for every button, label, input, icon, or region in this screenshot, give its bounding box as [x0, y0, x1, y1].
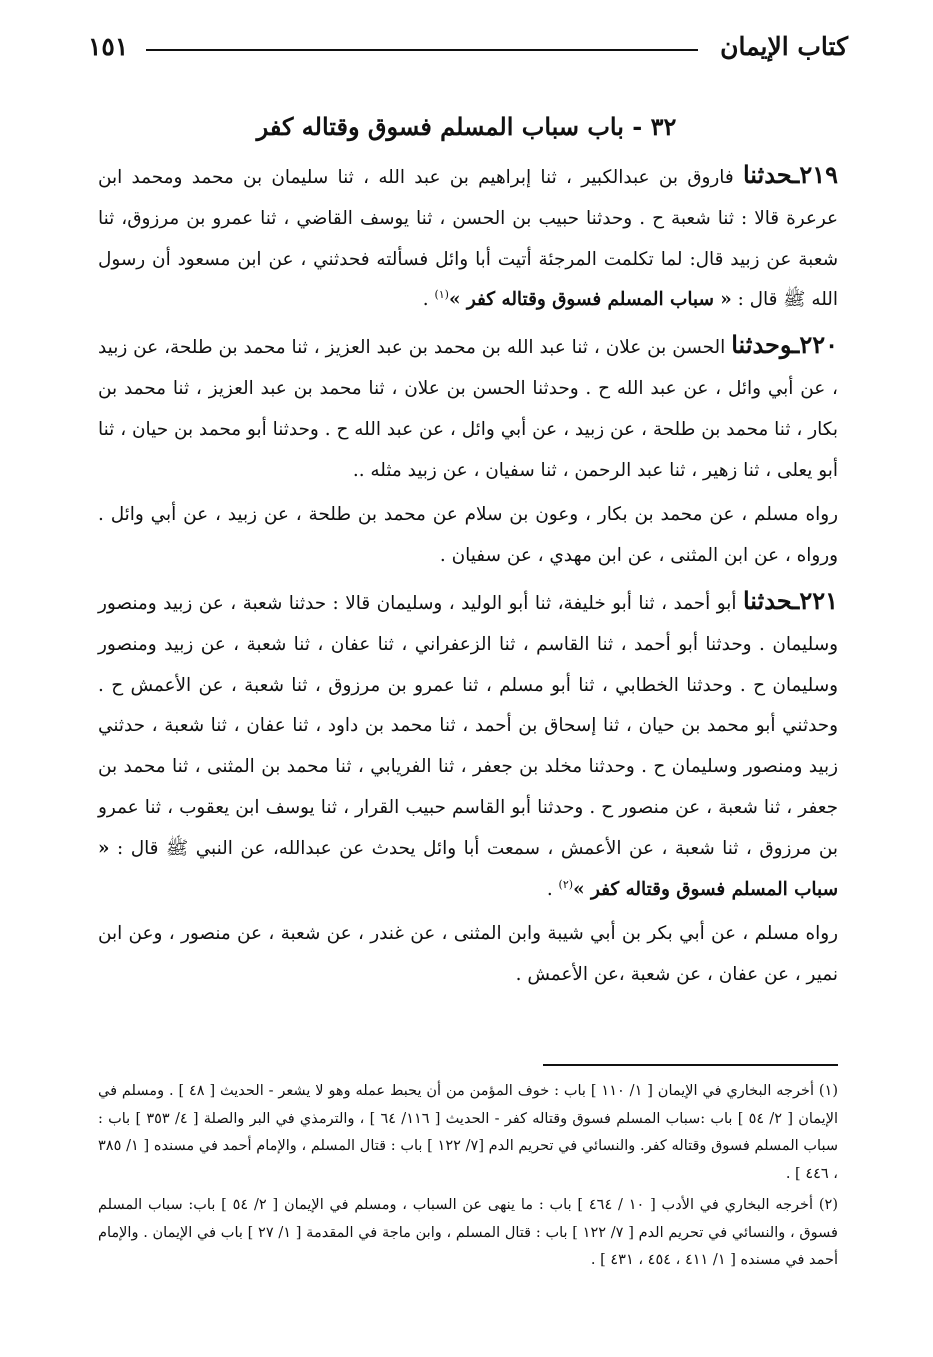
header-rule	[146, 49, 698, 51]
book-title: كتاب الإيمان	[720, 32, 848, 61]
hadith-end: .	[546, 878, 559, 900]
hadith-219	[98, 155, 838, 321]
hadith-221	[98, 581, 838, 910]
hadith-end: .	[422, 289, 435, 311]
footnote-rule	[543, 1064, 838, 1066]
narration-note	[98, 914, 838, 996]
page-number: ١٥١	[88, 32, 129, 61]
hadith-quote: « سباب المسلم فسوق وقتاله كفر »	[448, 289, 732, 311]
body-text	[98, 155, 838, 996]
page-header	[88, 30, 848, 70]
narration-note	[98, 495, 838, 577]
hadith-text: الحسن بن علان ، ثنا عبد الله بن محمد بن عبد العزيز ، ثنا محمد بن طلحة، عن زبيد ، عن أبي وائل ، عن عبد الله ح . وحدثنا الحسن بن علان ، ثنا محمد بن عبد العزيز ، ثنا محمد بن بكار ، ثنا محمد بن طلحة ، عن زبيد ، عن أبي وائل ، عن عبد الله ح . وحدثنا أبو محمد بن حيان ، ثنا أبو يعلى ، ثنا زهير ، ثنا عبد الرحمن ، ثنا سفيان ، عن زبيد مثله ..	[98, 337, 838, 481]
hadith-number: ٢١٩ـحدثنا	[742, 160, 838, 189]
hadith-number: ٢٢٠ـوحدثنا	[731, 330, 838, 360]
chapter-title: ٣٢ - باب سباب المسلم فسوق وقتاله كفر	[256, 112, 677, 141]
hadith-quote: « سباب المسلم فسوق وقتاله كفر »	[98, 837, 838, 900]
footnote-2: (٢) أخرجه البخاري في الأدب [ ١٠ / ٤٦٤ ] باب : ما ينهى عن السباب ، ومسلم في الإيمان [ ٢/ ٥٤ ] باب: سباب المسلم فسوق ، والنسائي في تحريم الدم [ ٧/ ١٢٢ ] باب : قتال المسلم ، وابن ماجة في المقدمة [ ١/ ٢٧ ] باب في الإيمان . والإمام أحمد في مسنده [ ١/ ٤١١ ، ٤٥٤ ، ٤٣١ ] .	[98, 1197, 838, 1268]
hadith-text: أبو أحمد ، ثنا أبو خليفة، ثنا أبو الوليد ، وسليمان قالا : حدثنا شعبة ، عن زبيد ومنصور وسليمان . وحدثنا أبو أحمد ، ثنا القاسم ، ثنا الزعفراني ، ثنا عفان ، ثنا شعبة ، عن زبيد ومنصور وسليمان ح . وحدثنا الخطابي ، ثنا أبو مسلم ، ثنا عمرو بن مرزوق ، ثنا شعبة ، عن الأعمش ح . وحدثني أبو محمد بن حيان ، ثنا إسحاق بن أحمد ، ثنا محمد بن داود ، ثنا عفان ، ثنا شعبة ، حدثني زبيد ومنصور وسليمان ح . وحدثنا مخلد بن جعفر ، ثنا الفريابي ، ثنا محمد بن المثنى ، ثنا محمد بن جعفر ، ثنا شعبة ، عن منصور ح . وحدثنا أبو القاسم حبيب القرار ، ثنا يوسف ابن يعقوب ، ثنا عمرو بن مرزوق ، ثنا شعبة ، عن الأعمش ، سمعت أبا وائل يحدث عن عبدالله، عن النبي ﷺ قال :	[98, 592, 838, 859]
hadith-220	[98, 325, 838, 491]
narration-text: رواه مسلم ، عن محمد بن بكار ، وعون بن سلام عن محمد بن طلحة ، عن زبيد ، عن أبي وائل . ورواه ، عن ابن المثنى ، عن ابن مهدي ، عن سفيان .	[98, 504, 838, 567]
hadith-number: ٢٢١ـحدثنا	[742, 585, 838, 615]
narration-text: رواه مسلم ، عن أبي بكر بن أبي شيبة وابن المثنى ، عن غندر ، عن شعبة ، عن منصور ، وعن ابن نمير ، عن عفان ، عن شعبة ،عن الأعمش .	[98, 923, 838, 986]
footnotes	[98, 1078, 838, 1279]
footnote-ref: (٢)	[558, 877, 574, 891]
hadith-text: فاروق بن عبدالكبير ، ثنا إبراهيم بن عبد الله ، ثنا سليمان بن محمد ومحمد ابن عرعرة قالا : ثنا شعبة ح . وحدثنا حبيب بن الحسن ، ثنا يوسف القاضي ، ثنا عمرو بن مرزوق، ثنا شعبة عن زبيد قال: لما تكلمت المرجئة أتيت أبا وائل فسألته فحدثني ، عن ابن مسعود أن رسول الله ﷺ قال :	[98, 167, 838, 311]
footnote-ref: (١)	[434, 288, 449, 302]
footnote-1: (١) أخرجه البخاري في الإيمان [ ١/ ١١٠ ] باب : خوف المؤمن من أن يحبط عمله وهو لا يشعر - الحديث [ ٤٨ ] . ومسلم في الإيمان [ ٢/ ٥٤ ] باب :سباب المسلم فسوق وقتاله كفر - الحديث [ ١١٦/ ٦٤ ] ، والترمذي في البر والصلة [ ٤/ ٣٥٣ ] باب : سباب المسلم فسوق وقتاله كفر. والنسائي في تحريم الدم [٧/ ١٢٢ ] باب : قتال المسلم ، والإمام أحمد في مسنده [ ١/ ٣٨٥ ، ٤٤٦ ] .	[98, 1083, 838, 1182]
